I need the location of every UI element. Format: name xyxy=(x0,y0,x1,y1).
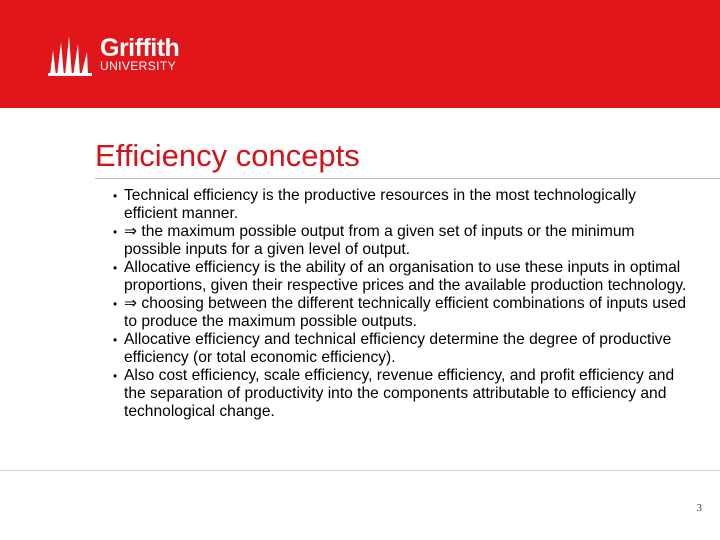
bullet-item xyxy=(113,295,693,331)
slide-title: Efficiency concepts xyxy=(95,138,360,173)
logo-name: Griffith xyxy=(100,34,180,62)
bullet-marker: • xyxy=(113,297,118,311)
bullet-item xyxy=(113,259,693,295)
bullet-marker: • xyxy=(113,333,118,347)
bullet-text: ⇒ the maximum possible output from a given set of inputs or the minimum possible inputs for a given level of output. xyxy=(124,223,635,258)
footer-divider xyxy=(0,470,720,471)
page-number: 3 xyxy=(696,502,702,514)
bullet-item xyxy=(113,331,693,367)
logo-subtitle: UNIVERSITY xyxy=(100,59,177,73)
griffith-flame-icon xyxy=(48,36,94,76)
bullet-text: ⇒ choosing between the different technically efficient combinations of inputs used to produce the maximum possible outputs. xyxy=(124,295,687,330)
bullet-marker: • xyxy=(113,225,118,239)
bullet-list xyxy=(113,187,693,421)
bullet-marker: • xyxy=(113,369,118,383)
title-divider xyxy=(95,178,720,179)
bullet-item xyxy=(113,223,693,259)
bullet-marker: • xyxy=(113,189,118,203)
header-banner xyxy=(0,0,720,108)
bullet-text: Allocative efficiency and technical efficiency determine the degree of productive efficiency (or total economic efficiency). xyxy=(124,331,672,366)
university-logo[interactable] xyxy=(48,36,179,76)
bullet-item xyxy=(113,187,693,223)
bullet-marker: • xyxy=(113,261,118,275)
bullet-text: Also cost efficiency, scale efficiency, revenue efficiency, and profit efficiency and the separation of productivity into the components attributable to efficiency and technological change. xyxy=(124,367,675,420)
bullet-item xyxy=(113,367,693,421)
bullet-text: Technical efficiency is the productive resources in the most technologically efficient manner. xyxy=(124,187,636,222)
bullet-text: Allocative efficiency is the ability of an organisation to use these inputs in optimal proportions, given their respective prices and the available production technology. xyxy=(124,259,687,294)
